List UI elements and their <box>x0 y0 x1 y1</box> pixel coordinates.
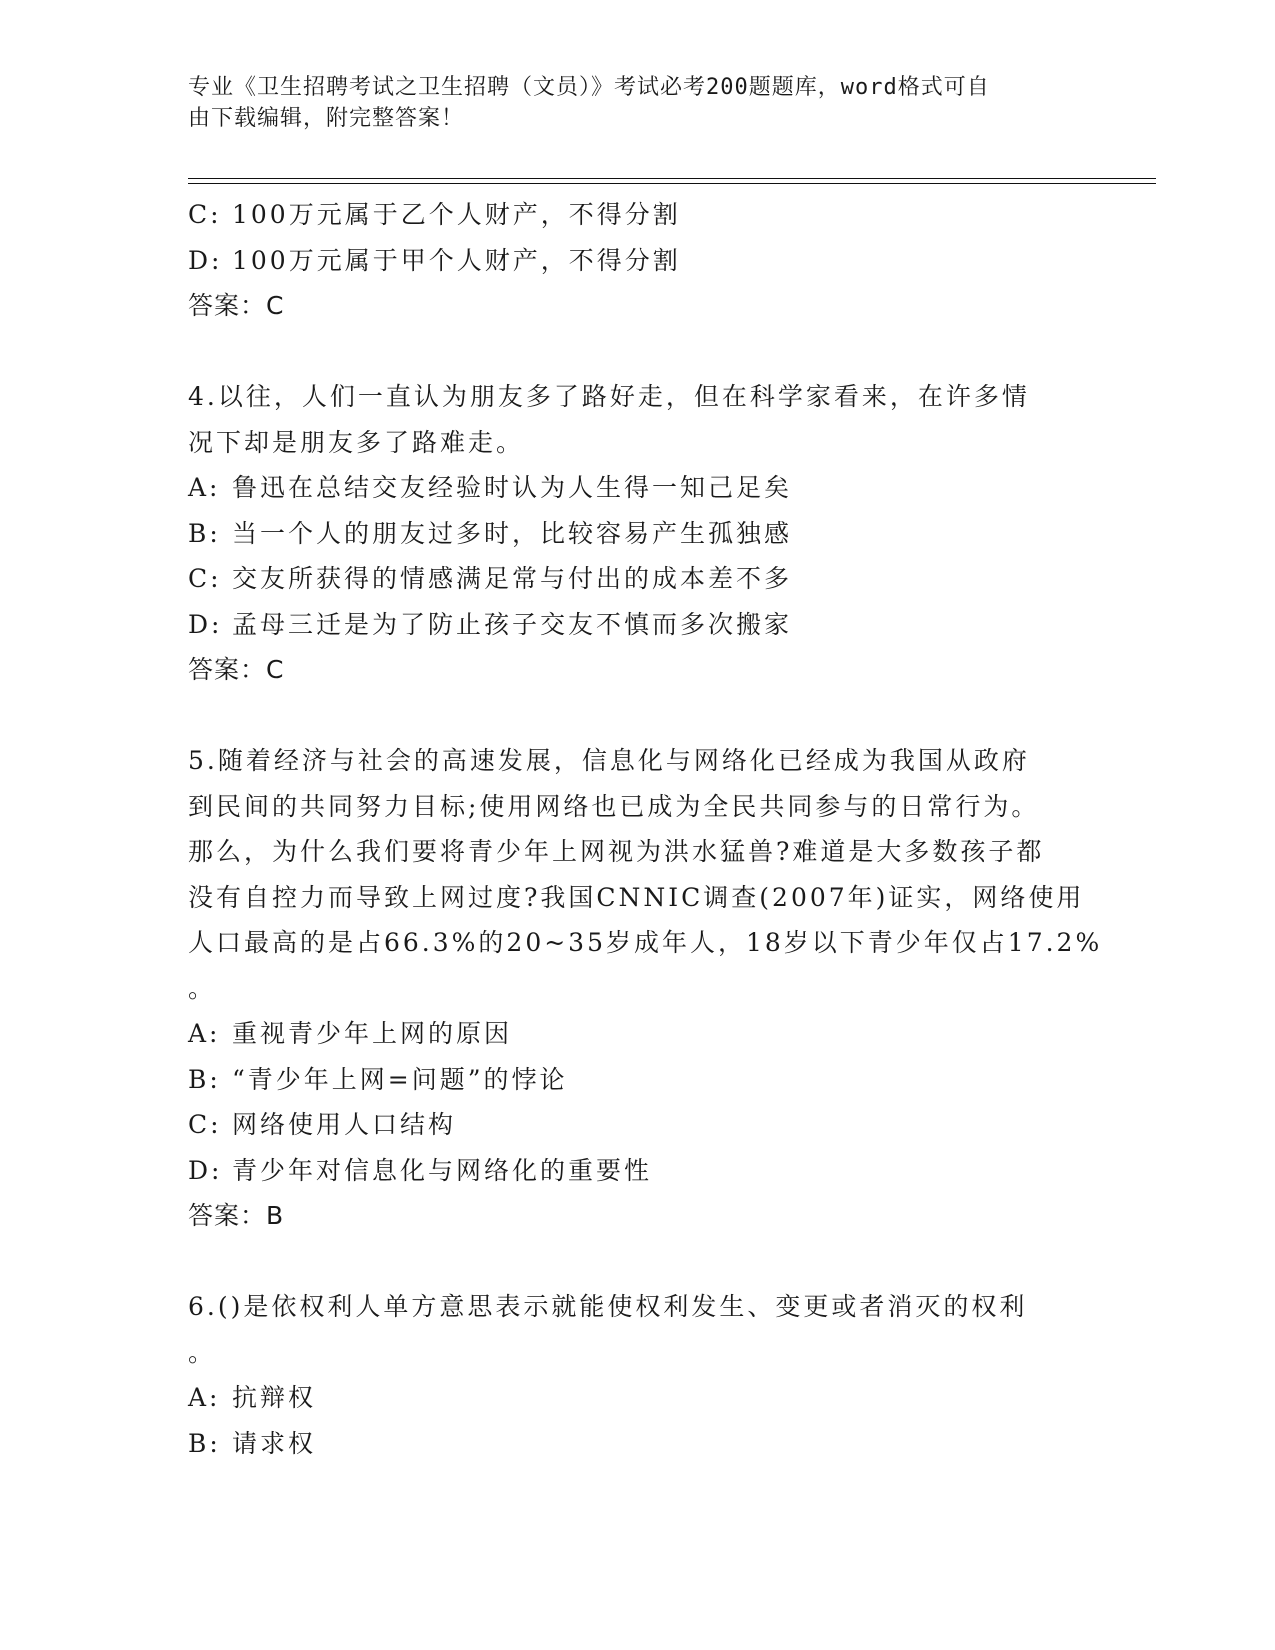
question-stem-line: 那么，为什么我们要将青少年上网视为洪水猛兽?难道是大多数孩子都 <box>188 837 1045 866</box>
question-stem-line: 4.以往，人们一直认为朋友多了路好走，但在科学家看来，在许多情 <box>188 382 1030 411</box>
option-text: 孟母三迁是为了防止孩子交友不慎而多次搬家 <box>232 609 793 639</box>
document-body <box>188 192 1108 1466</box>
header-line-2: 由下载编辑，附完整答案！ <box>188 106 465 131</box>
answer-line: 答案：B <box>188 1201 285 1230</box>
document-header <box>188 72 1088 134</box>
question-4 <box>188 374 1108 693</box>
option-a <box>188 1011 1108 1057</box>
option-label: B: <box>188 1064 221 1094</box>
option-c <box>188 192 1108 238</box>
option-c <box>188 1102 1108 1148</box>
option-a <box>188 465 1108 511</box>
option-d <box>188 238 1108 284</box>
option-c <box>188 556 1108 602</box>
answer-line: 答案：C <box>188 291 285 320</box>
option-b <box>188 1421 1108 1467</box>
option-label: B: <box>188 1428 221 1458</box>
option-text: 请求权 <box>232 1428 317 1458</box>
question-stem-line: 。 <box>188 1337 217 1367</box>
option-text: “青少年上网=问题”的悖论 <box>232 1064 568 1094</box>
question-3 <box>188 192 1108 329</box>
option-text: 当一个人的朋友过多时，比较容易产生孤独感 <box>232 518 793 548</box>
question-6 <box>188 1284 1108 1466</box>
option-text: 青少年对信息化与网络化的重要性 <box>232 1155 653 1185</box>
header-divider-bottom <box>188 183 1156 184</box>
header-line-1: 专业《卫生招聘考试之卫生招聘（文员）》考试必考200题题库，word格式可自 <box>188 75 990 100</box>
option-label: B: <box>188 518 221 548</box>
header-divider-top <box>188 178 1156 179</box>
option-b <box>188 1057 1108 1103</box>
option-text: 交友所获得的情感满足常与付出的成本差不多 <box>232 564 793 593</box>
option-label: C: <box>188 564 222 593</box>
option-label: C: <box>188 1110 222 1139</box>
question-stem-line: 人口最高的是占66.3%的20~35岁成年人，18岁以下青少年仅占17.2% <box>188 928 1103 957</box>
question-stem-line: 。 <box>188 973 217 1003</box>
option-label: A: <box>188 1383 221 1412</box>
question-5 <box>188 738 1108 1239</box>
option-text: 100万元属于乙个人财产，不得分割 <box>232 200 681 229</box>
option-b <box>188 511 1108 557</box>
question-stem-line: 没有自控力而导致上网过度?我国CNNIC调查(2007年)证实，网络使用 <box>188 882 1085 912</box>
option-label: A: <box>188 1019 221 1048</box>
question-stem-line: 况下却是朋友多了路难走。 <box>188 427 525 457</box>
option-label: A: <box>188 473 221 502</box>
option-text: 100万元属于甲个人财产，不得分割 <box>232 245 681 275</box>
option-label: D: <box>188 609 223 639</box>
question-stem-line: 6.()是依权利人单方意思表示就能使权利发生、变更或者消灭的权利 <box>188 1292 1028 1321</box>
option-text: 抗辩权 <box>232 1383 317 1412</box>
question-stem-line: 5.随着经济与社会的高速发展，信息化与网络化已经成为我国从政府 <box>188 746 1030 775</box>
option-text: 重视青少年上网的原因 <box>232 1019 513 1048</box>
option-label: D: <box>188 1155 223 1185</box>
option-label: D: <box>188 245 223 275</box>
option-label: C: <box>188 200 222 229</box>
option-d <box>188 1148 1108 1194</box>
answer-line: 答案：C <box>188 655 285 684</box>
option-text: 鲁迅在总结交友经验时认为人生得一知己足矣 <box>232 473 793 502</box>
option-text: 网络使用人口结构 <box>232 1110 457 1139</box>
option-a <box>188 1375 1108 1421</box>
question-stem-line: 到民间的共同努力目标;使用网络也已成为全民共同参与的日常行为。 <box>188 791 1040 821</box>
option-d <box>188 602 1108 648</box>
